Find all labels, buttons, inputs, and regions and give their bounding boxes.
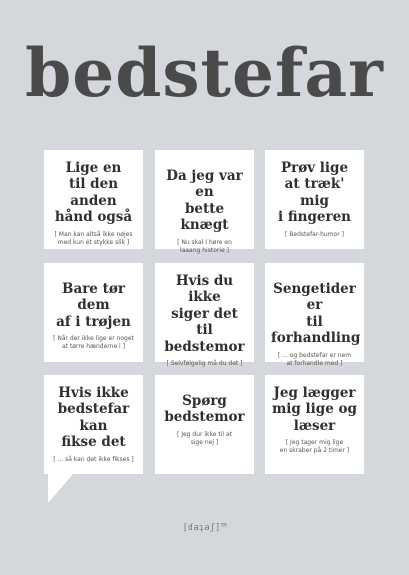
card-6-heading: Sengetider er til forhandling (271, 281, 361, 347)
card-7-subtext: [ ... så kan det ikke fikses ] (53, 455, 134, 463)
card-9-heading: Jeg lægger mig lige og læser (272, 385, 357, 434)
card-1-subtext: [ Man kan altså ikke nøjes med kun ét stykke slik ] (54, 230, 133, 246)
card-2 (155, 150, 254, 254)
card-3-heading: Prøv lige at træk' mig i fingeren (277, 160, 351, 226)
card-5-subtext: [ Selvfølgelig må du det ] (166, 360, 243, 368)
brand-logo-text: [ɗaʇaʃ] (182, 523, 221, 533)
card-6 (265, 263, 364, 367)
card-7 (44, 375, 143, 474)
card-8 (155, 375, 254, 474)
card-9-subtext: [ Jeg tager mig lige en skraber på 2 timer ] (279, 439, 350, 455)
trademark-mark: TM (220, 523, 227, 529)
card-6-subtext: [ ... og bedstefar er nem at forhandle med ] (277, 351, 352, 367)
card-4-subtext: [ Når der ikke lige er noget at tørre hænderne i ] (53, 335, 134, 351)
poster-title: bedstefar (25, 34, 384, 112)
card-8-subtext: [ Jeg dur ikke til at sige nej ] (176, 430, 233, 446)
card-8-heading: Spørg bedstemor (164, 393, 245, 426)
brand-logo (0, 523, 409, 533)
card-3 (265, 150, 364, 249)
speech-bubble-tail (48, 473, 74, 503)
card-5-heading: Hvis du ikke siger det til bedstemor (164, 273, 245, 355)
card-2-subtext: [ Nu skal I høre en laaang historie ] (177, 238, 232, 254)
card-4 (44, 263, 143, 362)
card-2-heading: Da jeg var en bette knægt (166, 168, 243, 234)
card-9 (265, 375, 364, 474)
card-7-heading: Hvis ikke bedstefar kan fikse det (57, 385, 130, 451)
card-3-subtext: [ Bedstefar-humor ] (285, 230, 344, 238)
card-1-heading: Lige en til den anden hånd også (54, 160, 133, 226)
card-1 (44, 150, 143, 249)
card-5 (155, 263, 254, 368)
card-4-heading: Bare tør dem af i trøjen (56, 281, 131, 330)
